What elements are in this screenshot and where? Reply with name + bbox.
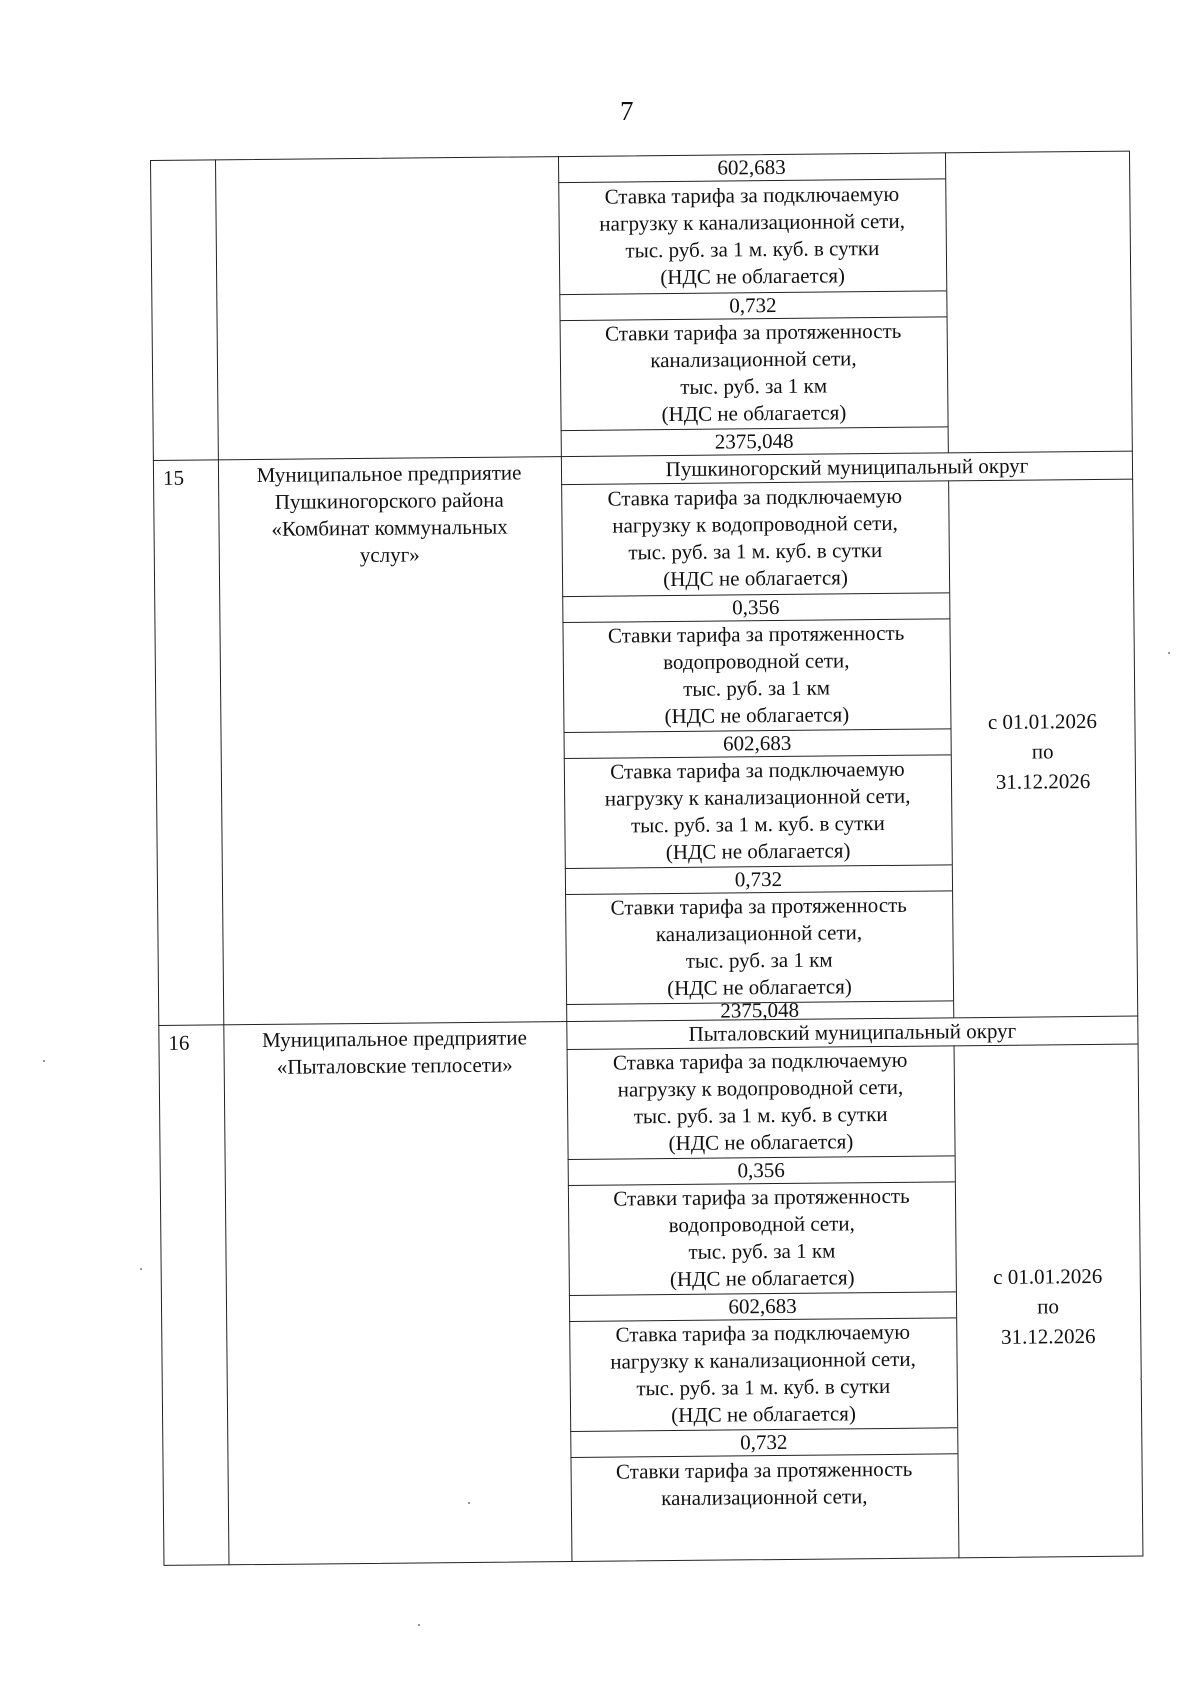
- validity-period: с 01.01.2026 по 31.12.2026: [993, 1263, 1103, 1349]
- value-cell: 2375,048: [720, 997, 800, 1023]
- row-number: 16: [168, 1030, 190, 1055]
- label-cell: Ставки тарифа за протяженность водопроводной сети, тыс. руб. за 1 км (НДС не облагается): [607, 620, 905, 729]
- label-cell: Ставка тарифа за подключаемую нагрузку к канализационной сети, тыс. руб. за 1 м. куб. в сутки (НДС не облагается): [604, 756, 911, 865]
- tariff-table: [150, 151, 1143, 1566]
- district-name: Пушкиногорский муниципальный округ: [665, 453, 1029, 481]
- row-number: 15: [162, 465, 185, 490]
- label-cell: Ставка тарифа за подключаемую нагрузку к канализационной сети, тыс. руб. за 1 м. куб. в сутки (НДС не облагается): [610, 1319, 916, 1428]
- scan-speck: [140, 1268, 142, 1270]
- value-cell: 602,683: [722, 730, 792, 756]
- validity-period: с 01.01.2026 по 31.12.2026: [987, 708, 1098, 794]
- value-cell: 0,732: [734, 866, 783, 891]
- value-cell: 602,683: [717, 154, 786, 180]
- label-cell: Ставка тарифа за подключаемую нагрузку к водопроводной сети, тыс. руб. за 1 м. куб. в сутки (НДС не облагается): [612, 1047, 908, 1156]
- value-cell: 2375,048: [714, 428, 794, 454]
- scan-speck: [43, 1060, 45, 1062]
- scan-speck: [418, 1624, 420, 1626]
- organization-name: Муниципальное предприятие Пушкиногорского района «Комбинат коммунальных услуг»: [256, 460, 522, 568]
- scan-speck: [1140, 1378, 1142, 1380]
- value-cell: 602,683: [728, 1293, 797, 1319]
- value-cell: 0,356: [737, 1157, 785, 1182]
- value-cell: 0,732: [740, 1429, 788, 1454]
- label-cell: Ставка тарифа за подключаемую нагрузку к канализационной сети, тыс. руб. за 1 м. куб. в сутки (НДС не облагается): [599, 181, 906, 290]
- label-cell: Ставки тарифа за протяженность водопроводной сети, тыс. руб. за 1 км (НДС не облагается): [613, 1183, 910, 1292]
- label-cell: Ставки тарифа за протяженность канализационной сети, тыс. руб. за 1 км (НДС не облагается): [604, 318, 902, 427]
- label-cell: Ставки тарифа за протяженность канализационной сети,: [615, 1456, 913, 1511]
- label-cell: Ставки тарифа за протяженность канализационной сети, тыс. руб. за 1 км (НДС не облагается): [610, 892, 907, 1001]
- label-cell: Ставка тарифа за подключаемую нагрузку к водопроводной сети, тыс. руб. за 1 м. куб. в сутки (НДС не облагается): [607, 483, 903, 592]
- value-cell: 0,732: [729, 292, 777, 317]
- scan-speck: [468, 1502, 470, 1504]
- district-name: Пыталовский муниципальный округ: [688, 1018, 1017, 1046]
- organization-name: Муниципальное предприятие «Пыталовские теплосети»: [261, 1025, 527, 1079]
- page-number: 7: [620, 96, 634, 126]
- scan-speck: [1168, 652, 1170, 654]
- value-cell: 0,356: [732, 594, 780, 619]
